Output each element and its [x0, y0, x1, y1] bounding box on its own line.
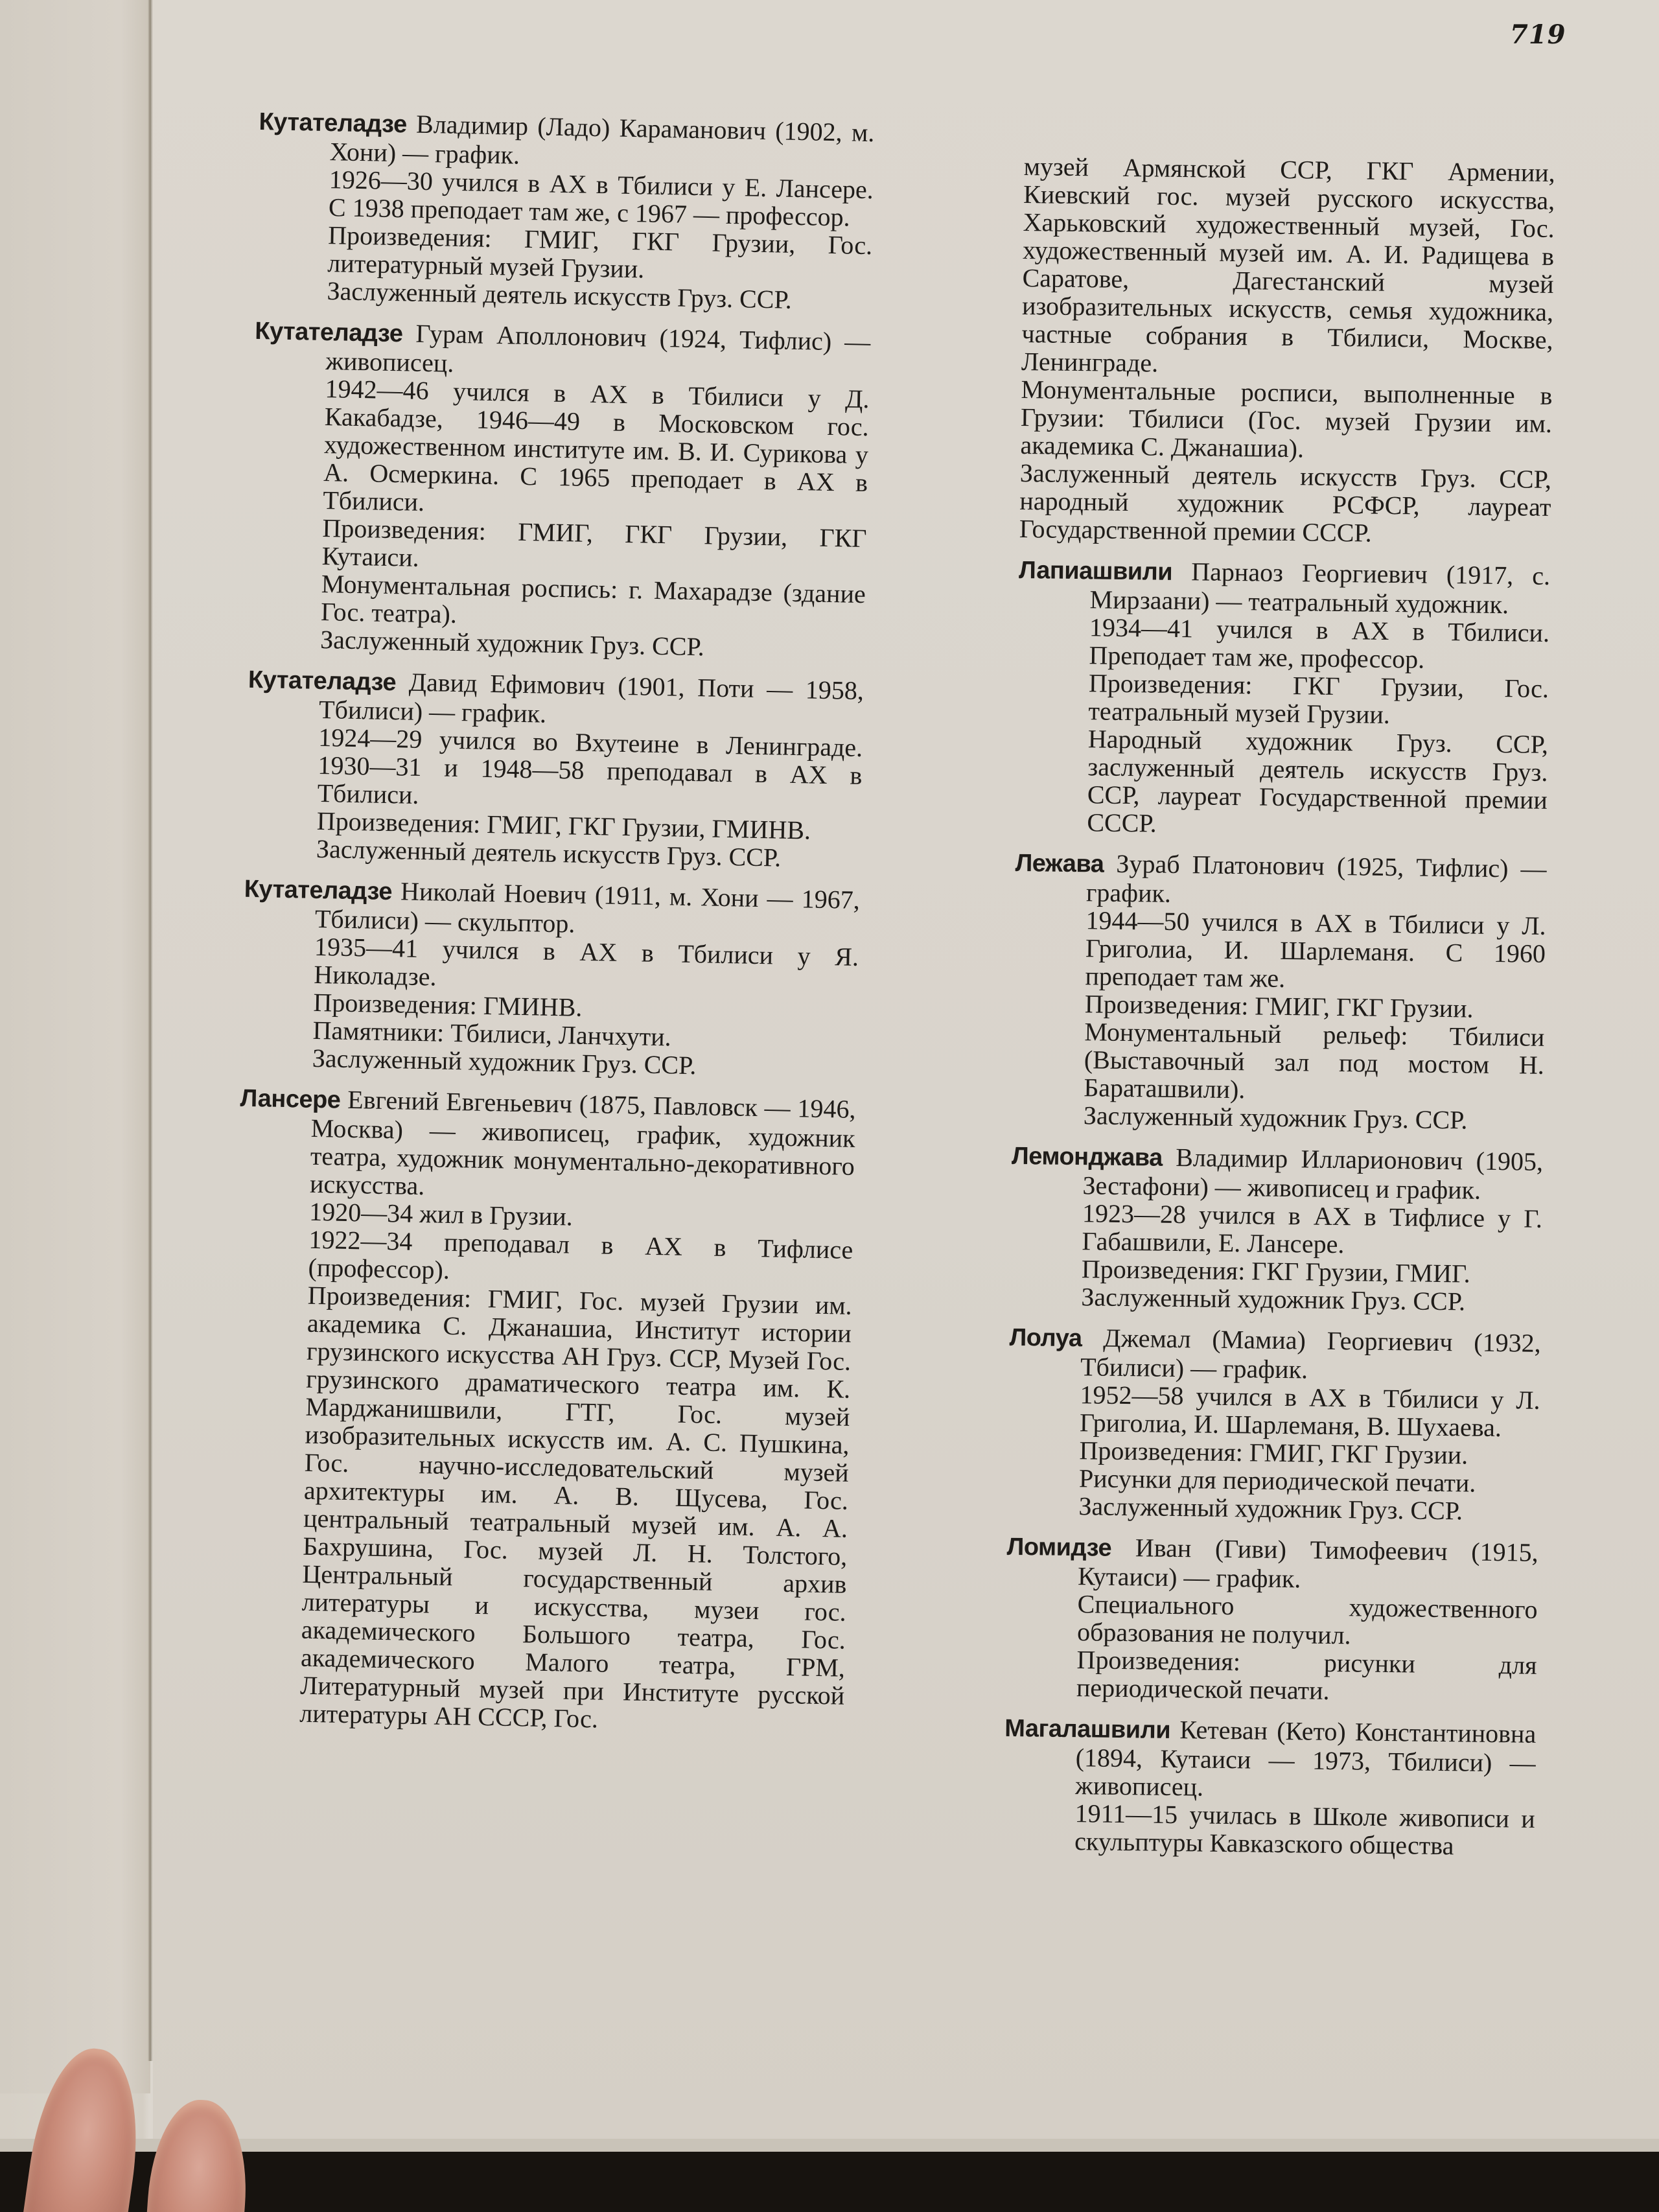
entry-paragraph: Памятники: Тбилиси, Ланчхути.: [312, 1015, 672, 1052]
entry-surname: Лолуа: [1009, 1323, 1082, 1353]
entry-paragraph: Заслуженный художник Груз. ССР.: [1081, 1282, 1466, 1316]
dictionary-entry: [245, 665, 864, 873]
entry-paragraph: 1952—58 учился в АХ в Тбилиси у Л. Григолиа, И. Шарлеманя, В. Шухаева.: [1079, 1380, 1540, 1443]
entry-paragraph: 1911—15 училась в Школе живописи и скульптуры Кавказского общества: [1074, 1799, 1535, 1861]
entry-paragraph: Произведения: ГМИГ, ГКГ Грузии, Гос. литературный музей Грузии.: [327, 220, 873, 284]
entry-paragraph: 1923—28 учился в АХ в Тифлисе у Г. Габашвили, Е. Лансере.: [1082, 1198, 1543, 1259]
entry-surname: Кутателадзе: [244, 875, 393, 906]
dictionary-entry: [255, 107, 875, 315]
entry-heading: Джемал (Мамиа) Георгиевич (1932, Тбилиси) — график.: [1080, 1323, 1541, 1384]
entry-paragraph: 1922—34 преподавал в АХ в Тифлисе (профессор).: [308, 1224, 853, 1285]
entry-heading: Зураб Платонович (1925, Тифлис) — график.: [1085, 848, 1547, 908]
page-number: 719: [1510, 19, 1566, 50]
entry-paragraph: Произведения: ГМИНВ.: [313, 987, 583, 1022]
entry-paragraph: Заслуженный деятель искусств Груз. ССР.: [327, 276, 793, 314]
entry-surname: Кутателадзе: [254, 317, 403, 348]
dictionary-entry: [1015, 555, 1550, 842]
entry-paragraph: Заслуженный деятель искусств Груз. ССР, народный художник РСФСР, лауреат Государственной премии СССР.: [1019, 458, 1552, 548]
entry-paragraph: Произведения: ГМИГ, ГКГ Грузии.: [1079, 1436, 1468, 1470]
dictionary-entry: [1012, 848, 1547, 1135]
entry-heading: Евгений Евгеньевич (1875, Павловск — 1946, Москва) — живописец, график, художник театра, художник монументально-декоративного искусства.: [309, 1084, 856, 1201]
dictionary-entry: [1005, 1532, 1538, 1707]
entry-paragraph: Произведения: ГМИГ, ГКГ Грузии.: [1084, 989, 1474, 1023]
right-column: [1003, 152, 1555, 1874]
entry-paragraph: Заслуженный художник Груз. ССР.: [1078, 1491, 1463, 1526]
entry-heading: Владимир (Ладо) Караманович (1902, м. Хони) — график.: [329, 109, 875, 170]
entry-paragraph: 1944—50 учился в АХ в Тбилиси у Л. Григолиа, И. Шарлеманя. С 1960 преподает там же.: [1085, 905, 1546, 994]
entry-paragraph: Специального художественного образования не получил.: [1076, 1589, 1538, 1650]
entry-surname: Лапиашвили: [1018, 556, 1173, 586]
entry-surname: Ломидзе: [1006, 1533, 1112, 1562]
page-gutter: [148, 0, 153, 2061]
entry-heading: Парнаоз Георгиевич (1917, с. Мирзаани) — театральный художник.: [1089, 557, 1551, 620]
dictionary-entry: [1007, 1323, 1541, 1526]
entry-paragraph: Произведения: ГМИГ, Гос. музей Грузии им. академика С. Джанашиа, Институт истории грузинского искусства АН Груз. ССР, Музей Гос. грузинского драматического театра им. К. Марджанишвили, ГТГ, Гос. музей изобразительных искусств им. А. С. Пушкина, Гос. научно-исследовательский музей архитектуры им. А. В. Щусева, Гос. центральный театральный музей им. А. А. Бахрушина, Гос. музей Л. Н. Толстого, Центральный государственный архив литературы и искусства, музеи гос. академического Большого театра, Гос. академического Малого театра, ГРМ, Литературный музей при Институте русской литературы АН СССР, Гос.: [299, 1280, 853, 1734]
entry-surname: Лежава: [1015, 849, 1104, 878]
entry-heading: Николай Ноевич (1911, м. Хони — 1967, Тбилиси) — скульптор.: [314, 876, 861, 938]
page-bottom-edge: [0, 2139, 1659, 2152]
entry-paragraph: 1942—46 учился в АХ в Тбилиси у Д. Какабадзе, 1946—49 в Московском гос. художественном институте им. В. И. Сурикова у А. Осмеркина. С 1965 преподает в АХ в Тбилиси.: [322, 374, 870, 517]
dictionary-entry: [240, 874, 860, 1082]
entry-paragraph: 1935—41 учился в АХ в Тбилиси у Я. Николадзе.: [313, 931, 859, 992]
entry-surname: Лансере: [240, 1084, 341, 1114]
entry-paragraph: музей Армянской ССР, ГКГ Армении, Киевский гос. музей русского искусства, Харьковский художественный музей, Гос. художественный музей им. А. И. Радищева в Саратове, Дагестанский музей изобразительных искусств, семья художника, частные собрания в Тбилиси, Москве, Ленинграде.: [1021, 152, 1555, 378]
entry-paragraph: 1920—34 жил в Грузии.: [308, 1196, 574, 1231]
entry-surname: Кутателадзе: [248, 666, 397, 697]
entry-paragraph: Заслуженный художник Груз. ССР.: [319, 624, 705, 662]
entry-paragraph: Произведения: ГМИГ, ГКГ Грузии, ГКГ Кутаиси.: [321, 513, 867, 572]
background-surface: [0, 2152, 1659, 2212]
entry-paragraph: Произведения: рисунки для периодической печати.: [1076, 1645, 1537, 1705]
dictionary-entry: [1010, 1141, 1543, 1316]
entry-surname: Магалашвили: [1004, 1714, 1171, 1744]
dictionary-entry: [1003, 1714, 1537, 1861]
dictionary-entry: [228, 1084, 856, 1738]
previous-page-edge: [0, 0, 150, 2093]
entry-paragraph: Заслуженный художник Груз. ССР.: [312, 1043, 697, 1080]
entry-continuation: [1019, 152, 1555, 549]
entry-surname: Кутателадзе: [259, 108, 408, 139]
entry-heading: Кетеван (Кето) Константиновна (1894, Кутаиси — 1973, Тбилиси) — живописец.: [1074, 1715, 1537, 1802]
entry-paragraph: 1926—30 учился в АХ в Тбилиси у Е. Лансере. С 1938 преподает там же, с 1967 — профессор.: [328, 165, 874, 232]
entry-paragraph: Монументальные росписи, выполненные в Грузии: Тбилиси (Гос. музей Грузии им. академика С. Джанашиа).: [1020, 374, 1553, 463]
entry-surname: Лемонджава: [1011, 1142, 1163, 1172]
entry-heading: Гурам Аполлонович (1924, Тифлис) — живописец.: [325, 318, 871, 378]
dictionary-entry: [249, 316, 871, 664]
entry-paragraph: Произведения: ГКГ Грузии, ГМИГ.: [1081, 1254, 1470, 1288]
entry-paragraph: Монументальный рельеф: Тбилиси (Выставочный зал под мостом Н. Бараташвили).: [1084, 1017, 1545, 1104]
entry-paragraph: Произведения: ГМИГ, ГКГ Грузии, ГМИНВ.: [316, 806, 811, 845]
left-column: [228, 107, 875, 1751]
entry-paragraph: Заслуженный художник Груз. ССР.: [1083, 1100, 1468, 1135]
entry-heading: Иван (Гиви) Тимофеевич (1915, Кутаиси) — график.: [1077, 1533, 1538, 1594]
entry-paragraph: Произведения: ГКГ Грузии, Гос. театральный музей Грузии.: [1088, 668, 1549, 729]
entry-paragraph: 1924—29 учился во Вхутеине в Ленинграде. 1930—31 и 1948—58 преподавал в АХ в Тбилиси.: [317, 722, 863, 809]
entry-paragraph: Народный художник Груз. ССР, заслуженный деятель искусств Груз. ССР, лауреат Государственной премии СССР.: [1087, 724, 1549, 838]
entry-paragraph: Заслуженный деятель искусств Груз. ССР.: [316, 833, 782, 872]
entry-heading: Владимир Илларионович (1905, Зестафони) — живописец и график.: [1082, 1142, 1544, 1205]
entry-paragraph: 1934—41 учился в АХ в Тбилиси. Преподает там же, профессор.: [1089, 612, 1550, 674]
entry-paragraph: Рисунки для периодической печати.: [1078, 1463, 1476, 1498]
entry-paragraph: Монументальная роспись: г. Махарадзе (здание Гос. театра).: [320, 568, 866, 629]
entry-heading: Давид Ефимович (1901, Поти — 1958, Тбилиси) — график.: [318, 667, 864, 728]
